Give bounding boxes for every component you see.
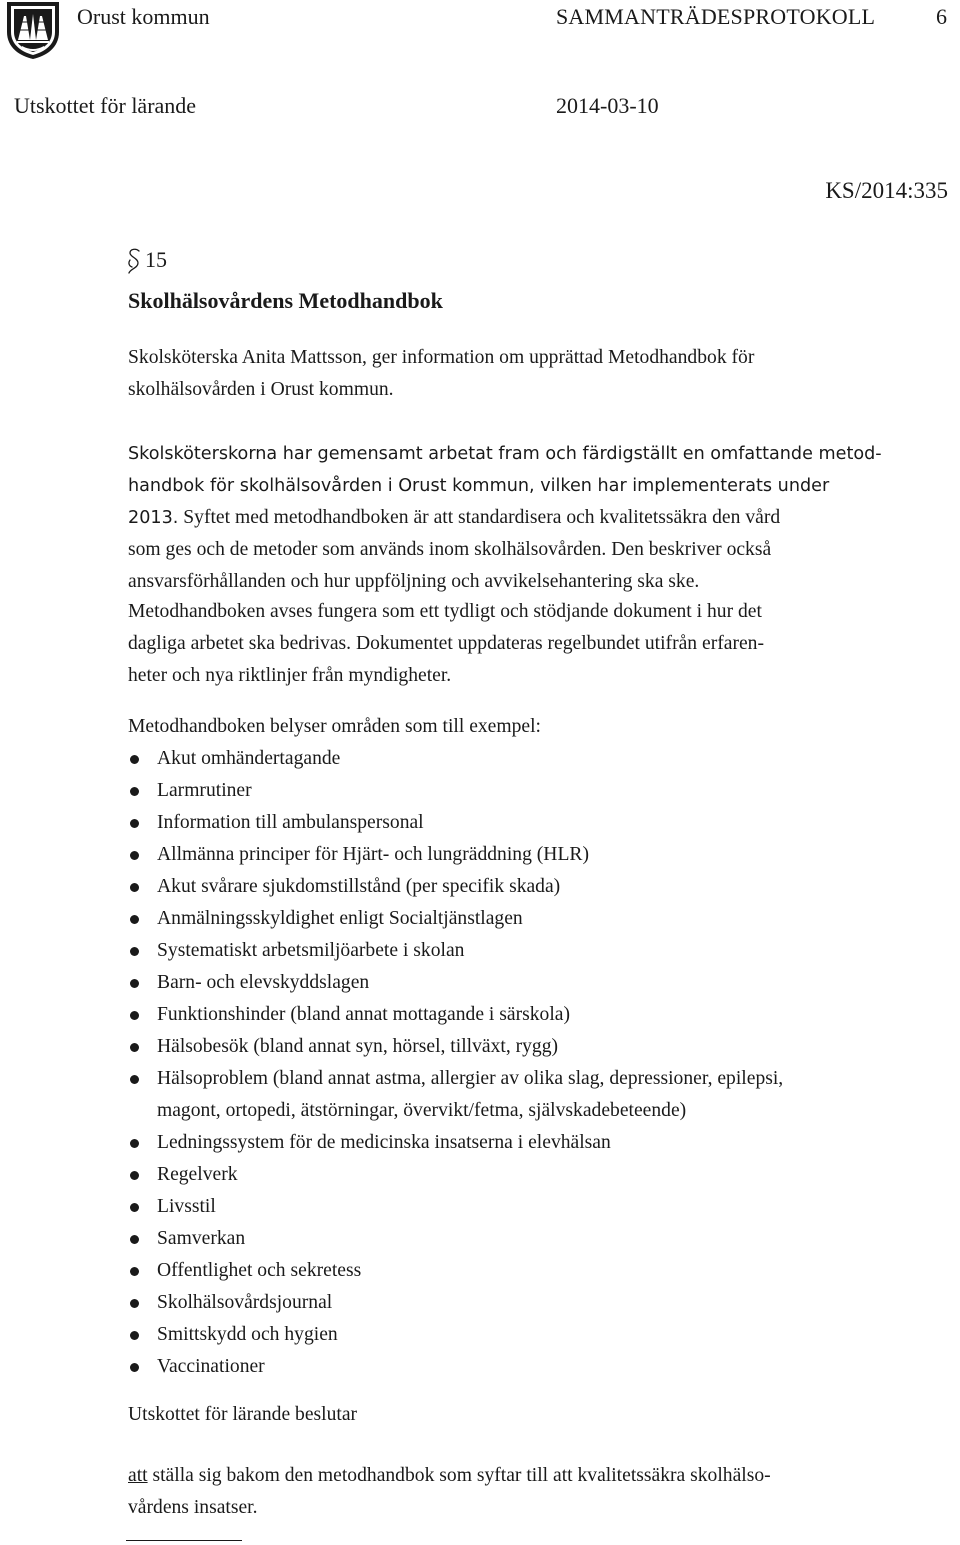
paragraph-line: Metodhandboken avses fungera som ett tydligt och stödjande dokument i hur det — [128, 601, 762, 622]
paragraph-line: som ges och de metoder som används inom skolhälsovården. Den beskriver också — [128, 539, 772, 560]
list-item-text: Smittskydd och hygien — [157, 1324, 338, 1345]
list-item — [128, 1255, 783, 1287]
municipal-coat-of-arms-icon — [4, 0, 62, 60]
list-item-text: Barn- och elevskyddslagen — [157, 972, 370, 993]
list-item — [128, 1031, 783, 1063]
list-item-text: magont, ortopedi, ätstörningar, övervikt/fetma, självskadebeteende) — [157, 1100, 687, 1121]
list-item — [128, 775, 783, 807]
list-item — [128, 903, 783, 935]
paragraph-line: handbok för skolhälsovården i Orust kommun, vilken har implementerats under — [128, 476, 830, 496]
list-item-text: Skolhälsovårdsjournal — [157, 1292, 333, 1313]
list-item — [128, 839, 783, 871]
paragraph-line: ansvarsförhållanden och hur uppföljning och avvikelsehantering ska ske. — [128, 571, 700, 592]
list-item — [128, 1127, 783, 1159]
list-item-text: Systematiskt arbetsmiljöarbete i skolan — [157, 940, 465, 961]
list-item — [128, 871, 783, 903]
paragraph-line-tail: Syftet med metodhandboken är att standardisera och kvalitetssäkra den vård — [178, 507, 781, 528]
purpose-paragraph — [128, 596, 764, 692]
intro-paragraph — [128, 342, 754, 406]
municipality-name: Orust kommun — [77, 4, 210, 29]
list-item-text: Akut omhändertagande — [157, 748, 341, 769]
committee-name: Utskottet för lärande — [14, 93, 197, 118]
list-item-text: Information till ambulanspersonal — [157, 812, 424, 833]
paragraph-line: Skolsköterska Anita Mattsson, ger information om upprättad Metodhandbok för — [128, 347, 755, 368]
document-type: SAMMANTRÄDESPROTOKOLL — [556, 4, 876, 29]
list-item-text: Hälsoproblem (bland annat astma, allergier av olika slag, depressioner, epilepsi, — [157, 1068, 784, 1089]
list-item — [128, 1063, 783, 1127]
section-sign-icon — [126, 248, 142, 276]
section-title: Skolhälsovårdens Metodhandbok — [128, 288, 443, 313]
paragraph-line: skolhälsovården i Orust kommun. — [128, 379, 394, 400]
list-item-text: Akut svårare sjukdomstillstånd (per specifik skada) — [157, 876, 561, 897]
background-paragraph — [128, 438, 882, 598]
list-item — [128, 935, 783, 967]
list-item — [128, 999, 783, 1031]
list-item-text: Ledningssystem för de medicinska insatserna i elevhälsan — [157, 1132, 611, 1153]
list-item-text: Anmälningsskyldighet enligt Socialtjänstlagen — [157, 908, 523, 929]
meeting-date: 2014-03-10 — [556, 93, 659, 118]
list-item — [128, 743, 783, 775]
topic-list — [128, 743, 783, 1383]
decision-line: vårdens insatser. — [128, 1497, 258, 1518]
signature-line — [126, 1540, 242, 1541]
att-keyword: att — [128, 1465, 148, 1486]
case-number: KS/2014:335 — [825, 178, 948, 203]
list-item-text: Samverkan — [157, 1228, 246, 1249]
list-item — [128, 1287, 783, 1319]
list-item-text: Livsstil — [157, 1196, 216, 1217]
list-item-text: Offentlighet och sekretess — [157, 1260, 362, 1281]
page-number: 6 — [936, 4, 947, 29]
list-intro: Metodhandboken belyser områden som till exempel: — [128, 716, 541, 737]
list-item — [128, 1191, 783, 1223]
list-item-text: Hälsobesök (bland annat syn, hörsel, tillväxt, rygg) — [157, 1036, 559, 1057]
list-item-text: Funktionshinder (bland annat mottagande i särskola) — [157, 1004, 571, 1025]
list-item — [128, 807, 783, 839]
list-item — [128, 1159, 783, 1191]
paragraph-line: dagliga arbetet ska bedrivas. Dokumentet uppdateras regelbundet utifrån erfaren- — [128, 633, 764, 654]
section-number: 15 — [145, 247, 167, 272]
paragraph-year: 2013. — [128, 508, 179, 528]
paragraph-line: heter och nya riktlinjer från myndigheter. — [128, 665, 452, 686]
list-item — [128, 1223, 783, 1255]
list-item-text: Vaccinationer — [157, 1356, 265, 1377]
decision-line — [128, 1460, 771, 1492]
list-item-text: Regelverk — [157, 1164, 238, 1185]
paragraph-line: Skolsköterskorna har gemensamt arbetat fram och färdigställt en omfattande metod- — [128, 444, 882, 464]
decision-text — [128, 1460, 771, 1524]
decision-heading: Utskottet för lärande beslutar — [128, 1404, 358, 1425]
list-item — [128, 967, 783, 999]
list-item — [128, 1319, 783, 1351]
list-item-text: Allmänna principer för Hjärt- och lungräddning (HLR) — [157, 844, 590, 865]
list-item — [128, 1351, 783, 1383]
paragraph-line — [128, 502, 882, 534]
list-item-text: Larmrutiner — [157, 780, 252, 801]
decision-line-rest: ställa sig bakom den metodhandbok som syftar till att kvalitetssäkra skolhälso- — [147, 1465, 771, 1486]
